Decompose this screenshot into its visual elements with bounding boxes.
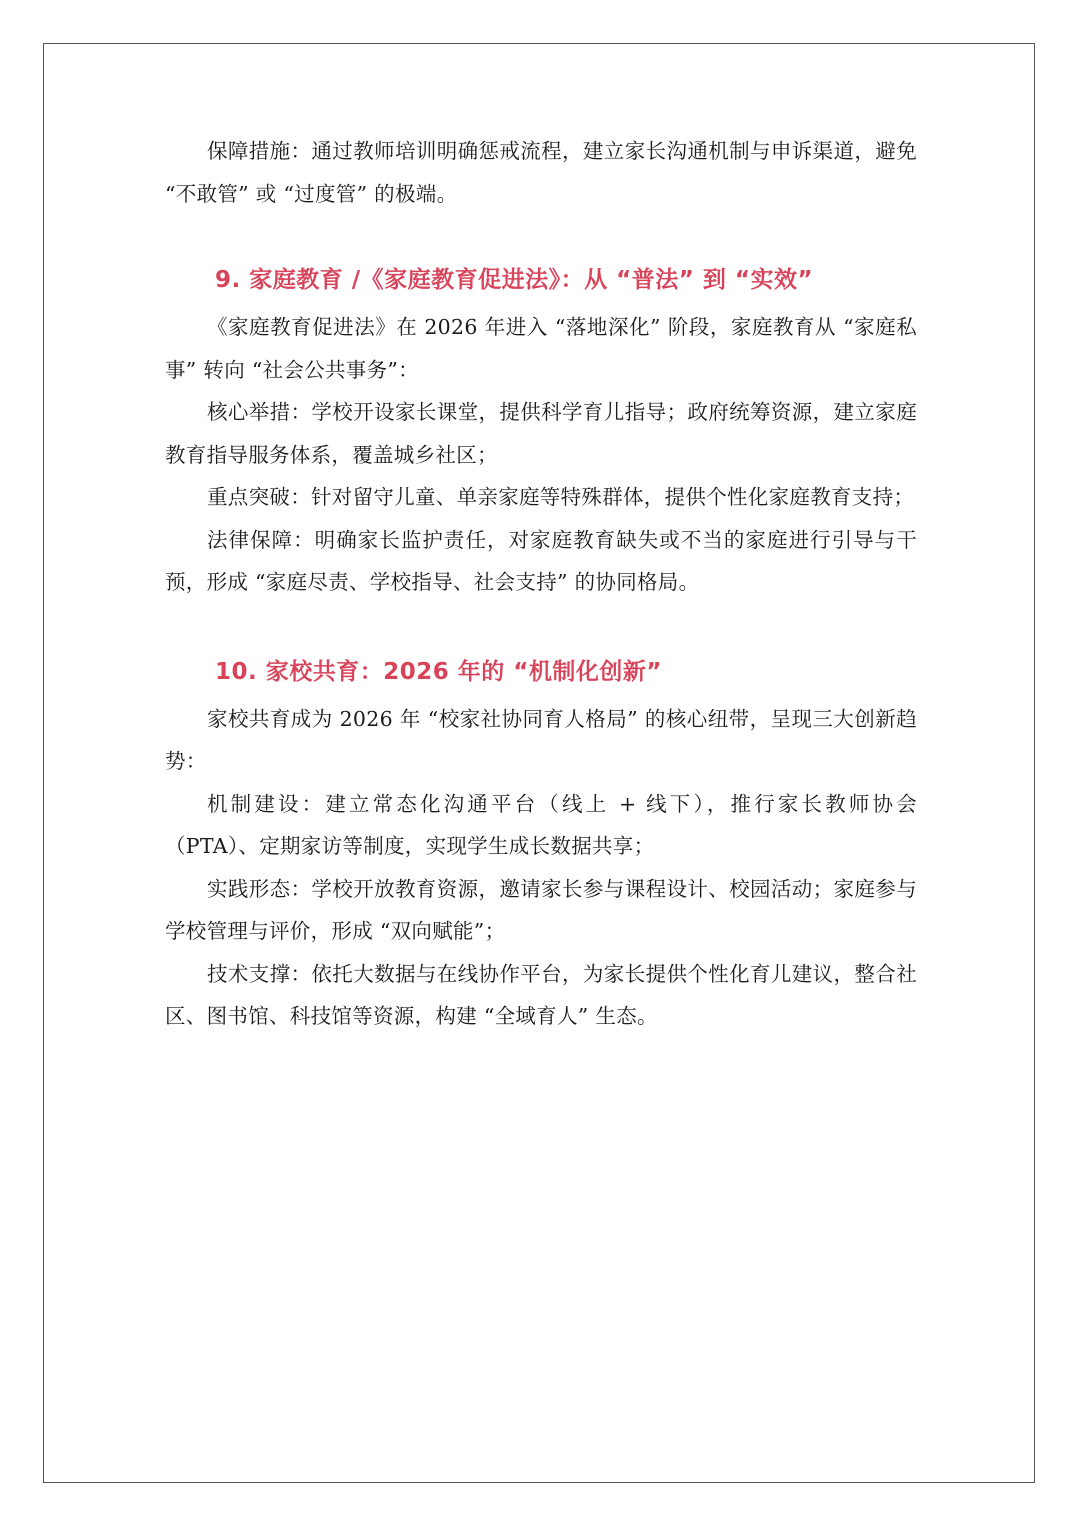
section-9-paragraph: 重点突破：针对留守儿童、单亲家庭等特殊群体，提供个性化家庭教育支持；	[207, 485, 915, 509]
section-9-paragraph: 法律保障：明确家长监护责任，对家庭教育缺失或不当的家庭进行引导与干预，形成 “家庭尽责、学校指导、社会支持” 的协同格局。	[165, 527, 917, 594]
section-10-paragraph: 技术支撑：依托大数据与在线协作平台，为家长提供个性化育儿建议，整合社区、图书馆、科技馆等资源，构建 “全域育人” 生态。	[165, 961, 917, 1028]
section-10-heading: 10. 家校共育：2026 年的 “机制化创新”	[215, 658, 663, 685]
section-10-paragraph: 家校共育成为 2026 年 “校家社协同育人格局” 的核心纽带，呈现三大创新趋势：	[165, 706, 917, 773]
section-10-paragraph: 实践形态：学校开放教育资源，邀请家长参与课程设计、校园活动；家庭参与学校管理与评价，形成 “双向赋能”；	[165, 876, 917, 943]
section-10-paragraph: 机制建设：建立常态化沟通平台（线上 + 线下），推行家长教师协会（PTA）、定期家访等制度，实现学生成长数据共享；	[165, 791, 917, 858]
safeguard-paragraph: 保障措施：通过教师培训明确惩戒流程，建立家长沟通机制与申诉渠道，避免 “不敢管” 或 “过度管” 的极端。	[165, 139, 917, 206]
document-body	[165, 130, 917, 1038]
section-9-heading: 9. 家庭教育 /《家庭教育促进法》：从 “普法” 到 “实效”	[215, 267, 814, 293]
section-9-paragraph: 《家庭教育促进法》在 2026 年进入 “落地深化” 阶段，家庭教育从 “家庭私事” 转向 “社会公共事务”：	[165, 315, 917, 382]
section-9-paragraph: 核心举措：学校开设家长课堂，提供科学育儿指导；政府统筹资源，建立家庭教育指导服务体系，覆盖城乡社区；	[165, 400, 917, 467]
